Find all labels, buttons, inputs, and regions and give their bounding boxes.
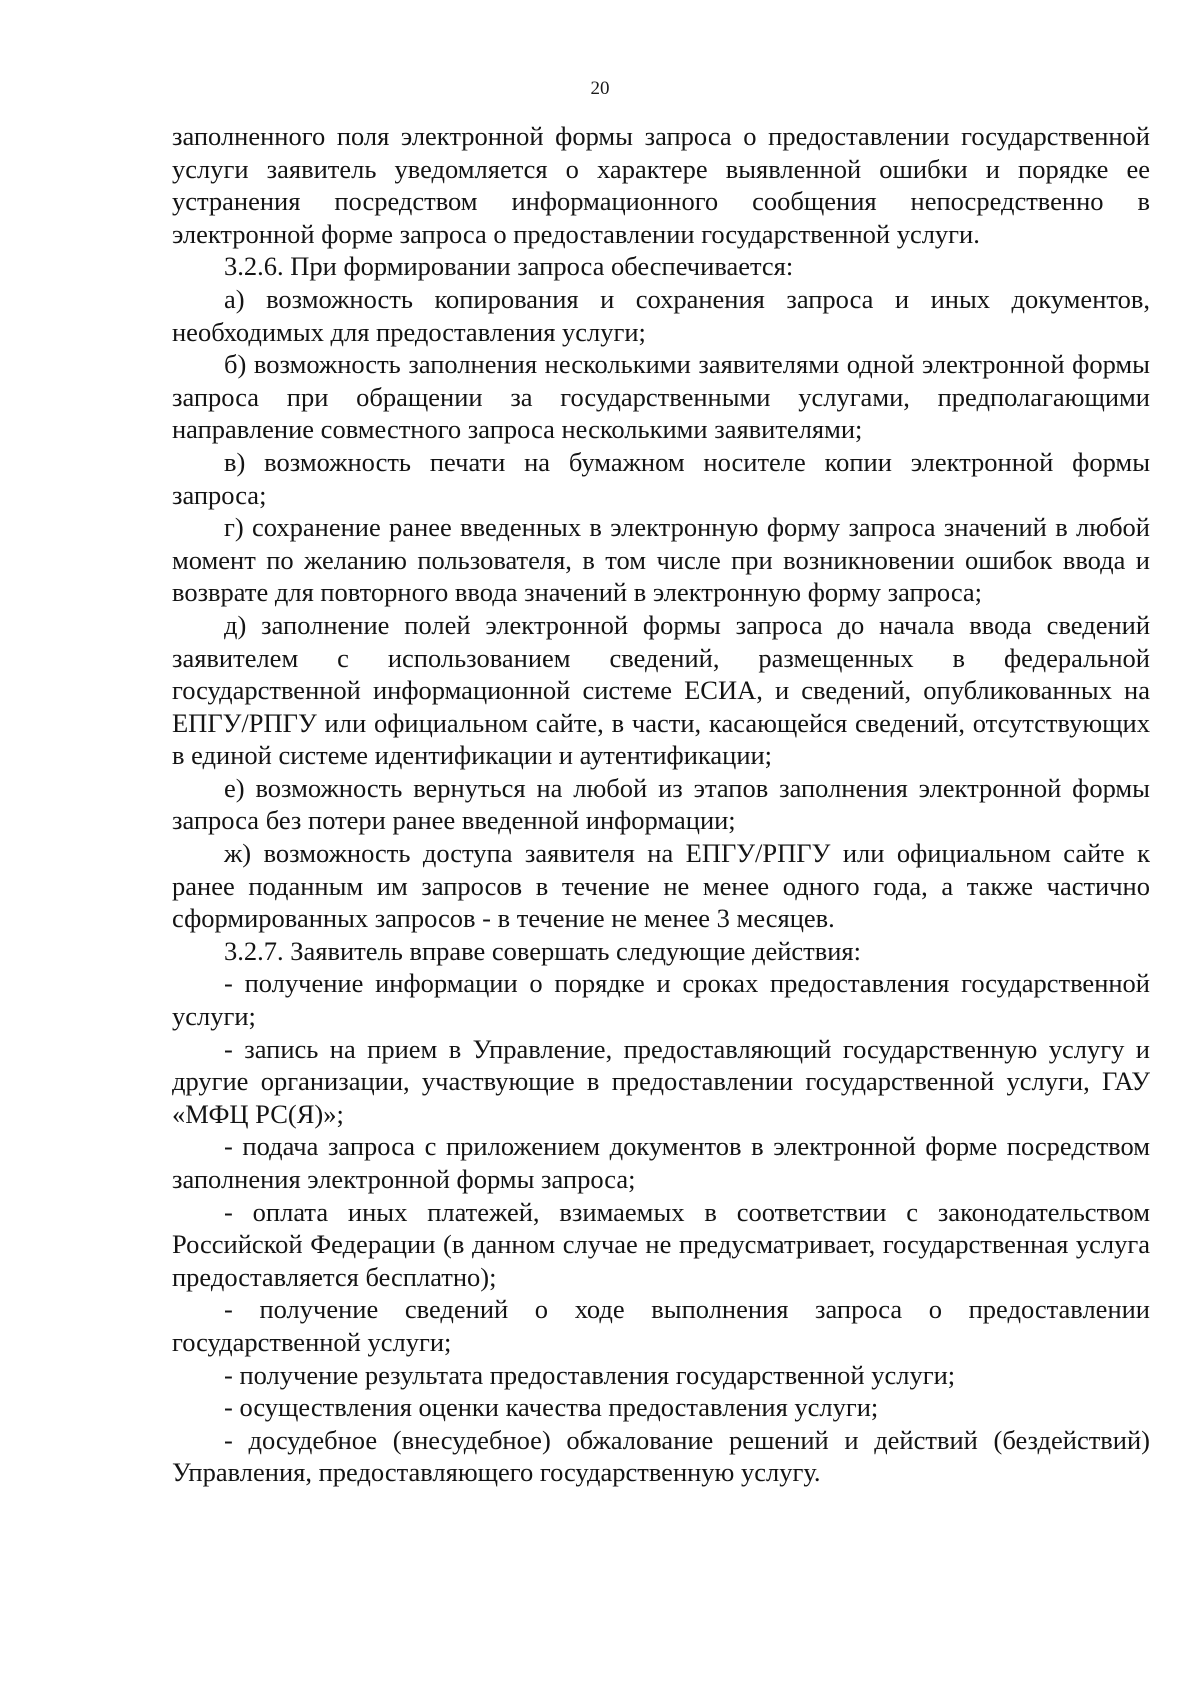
paragraph: г) сохранение ранее введенных в электронную форму запроса значений в любой момент по желанию пользователя, в том числе при возникновении ошибок ввода и возврате для повторного ввода значений в электронную форму запроса; (172, 512, 1150, 608)
paragraph: в) возможность печати на бумажном носителе копии электронной формы запроса; (172, 446, 1150, 510)
paragraph: д) заполнение полей электронной формы запроса до начала ввода сведений заявителем с использованием сведений, размещенных в федеральной государственной информационной системе ЕСИА, и сведений, опубликованных на ЕПГУ/РПГУ или официальном сайте, в части, касающейся сведений, отсутствующих в единой системе идентификации и аутентификации; (172, 609, 1150, 771)
paragraph: - досудебное (внесудебное) обжалование решений и действий (бездействий) Управления, предоставляющего государственную услугу. (172, 1424, 1150, 1488)
document-body (172, 120, 1150, 1489)
paragraph: - подача запроса с приложением документов в электронной форме посредством заполнения электронной формы запроса; (172, 1131, 1150, 1194)
paragraph: 3.2.7. Заявитель вправе совершать следующие действия: (224, 935, 861, 966)
paragraph: ж) возможность доступа заявителя на ЕПГУ/РПГУ или официальном сайте к ранее поданным им запросов в течение не менее одного года, а также частично сформированных запросов - в течение не менее 3 месяцев. (172, 838, 1150, 934)
paragraph: б) возможность заполнения несколькими заявителями одной электронной формы запроса при обращении за государственными услугами, предполагающими направление совместного запроса несколькими заявителями; (172, 349, 1150, 445)
paragraph: - запись на прием в Управление, предоставляющий государственную услугу и другие организации, участвующие в предоставлении государственной услуги, ГАУ «МФЦ РС(Я)»; (172, 1033, 1150, 1129)
paragraph: 3.2.6. При формировании запроса обеспечивается: (224, 251, 794, 282)
paragraph: - получение информации о порядке и сроках предоставления государственной услуги; (172, 968, 1150, 1032)
paragraph: - получение результата предоставления государственной услуги; (224, 1359, 956, 1390)
paragraph: е) возможность вернуться на любой из этапов заполнения электронной формы запроса без потери ранее введенной информации; (172, 772, 1150, 836)
paragraph: заполненного поля электронной формы запроса о предоставлении государственной услуги заявитель уведомляется о характере выявленной ошибки и порядке ее устранения посредством информационного сообщения непосредственно в электронной форме запроса о предоставлении государственной услуги. (172, 121, 1150, 249)
paragraph: а) возможность копирования и сохранения запроса и иных документов, необходимых для предоставления услуги; (172, 283, 1150, 347)
paragraph: - получение сведений о ходе выполнения запроса о предоставлении государственной услуги; (172, 1294, 1150, 1357)
paragraph: - осуществления оценки качества предоставления услуги; (224, 1392, 879, 1423)
paragraph: - оплата иных платежей, взимаемых в соответствии с законодательством Российской Федерации (в данном случае не предусматривает, государственная услуга предоставляется бесплатно); (172, 1196, 1150, 1292)
page-number: 20 (590, 78, 610, 99)
